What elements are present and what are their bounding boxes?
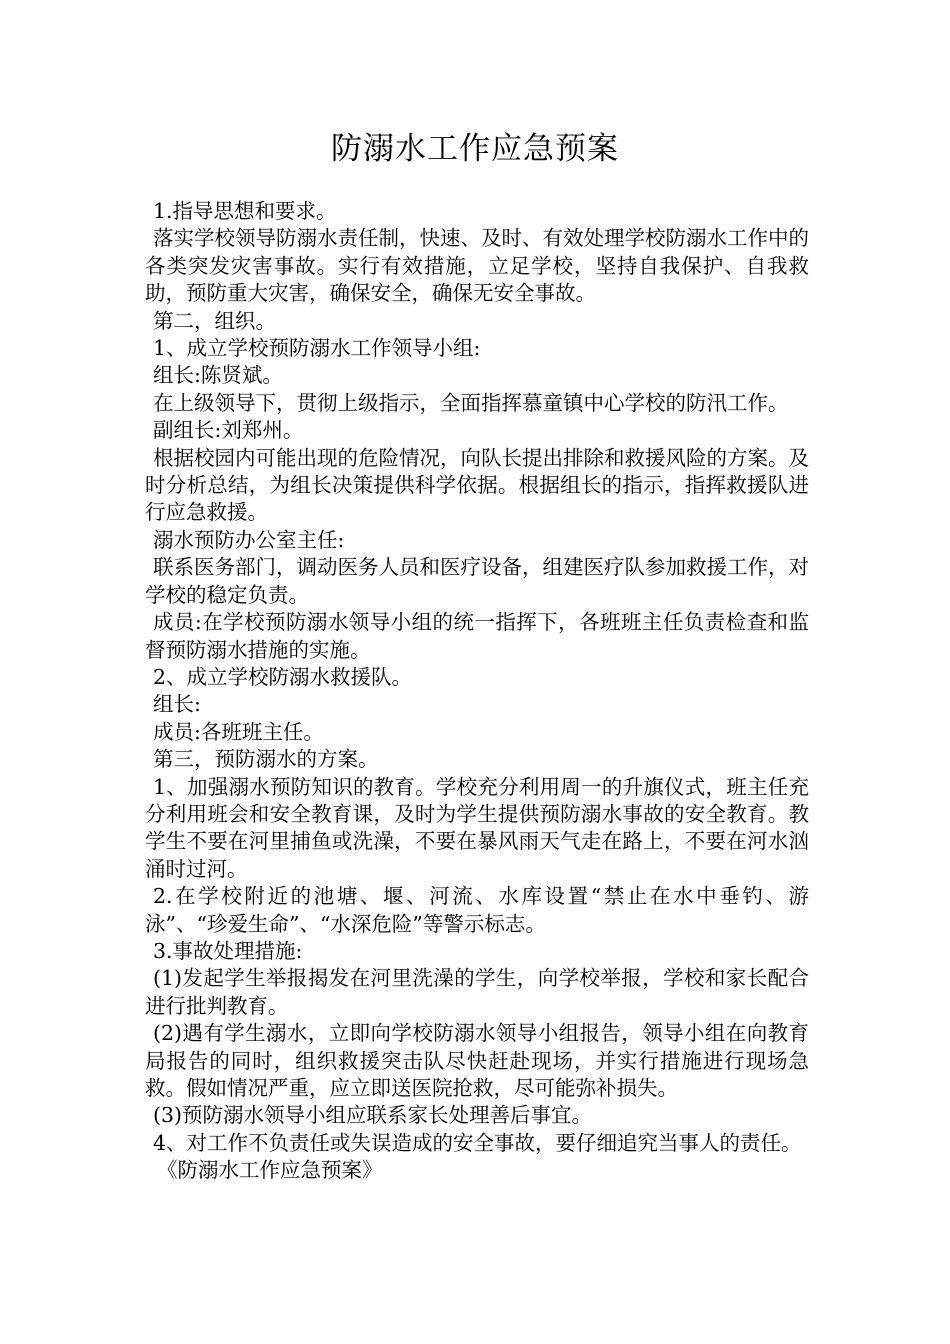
deputy-leader-duty: 根据校园内可能出现的危险情况，向队长提出排除和救援风险的方案。及时分析总结，为组长决策提供科学依据。根据组长的指示，指挥救援队进行应急救援。: [145, 445, 809, 525]
accident-measures-heading: 3.事故处理措施:: [153, 938, 303, 963]
warning-signs: 2.在学校附近的池塘、堰、河流、水库设置“禁止在水中垂钓、游泳”、“珍爱生命”、“水深危险”等警示标志。: [145, 884, 809, 936]
paragraph-responsibility: 落实学校领导防溺水责任制，快速、及时、有效处理学校防溺水工作中的各类突发灾害事故。实行有效措施，立足学校，坚持自我保护、自我救助，预防重大灾害，确保安全，确保无安全事故。: [145, 226, 809, 306]
members-duty: 成员:在学校预防溺水领导小组的统一指挥下，各班班主任负责检查和监督预防溺水措施的实施。: [145, 610, 809, 662]
section-heading-guiding-principles: 1.指导思想和要求。: [153, 199, 337, 223]
section-heading-prevention-plan: 第三，预防溺水的方案。: [153, 747, 379, 772]
rescue-leader-line: 组长:: [153, 692, 201, 717]
document-body: [145, 198, 809, 1185]
office-director-line: 溺水预防办公室主任:: [153, 527, 345, 552]
measure-3: (3)预防溺水领导小组应联系家长处理善后事宜。: [153, 1103, 593, 1128]
closing-title: 《防溺水工作应急预案》: [157, 1158, 383, 1183]
document-title: 防溺水工作应急预案: [331, 131, 619, 167]
measure-1: (1)发起学生举报揭发在河里洗澡的学生，向学校举报，学校和家长配合进行批判教育。: [145, 966, 809, 1018]
section-heading-organization: 第二，组织。: [153, 308, 276, 333]
group-leader-line: 组长:陈贤斌。: [153, 363, 283, 388]
office-director-duty: 联系医务部门，调动医务人员和医疗设备，组建医疗队参加救援工作，对学校的稳定负责。: [145, 555, 809, 607]
measure-2: (2)遇有学生溺水，立即向学校防溺水领导小组报告，领导小组在向教育局报告的同时，组织救援突击队尽快赶赴现场，并实行措施进行现场急救。假如情况严重，应立即送医院抢救，尽可能弥补损失。: [145, 1021, 809, 1100]
prevention-education: 1、加强溺水预防知识的教育。学校充分利用周一的升旗仪式，班主任充分利用班会和安全教育课，及时为学生提供预防溺水事故的安全教育。教学生不要在河里捕鱼或洗澡，不要在暴风雨天气走在路上，不要在河水汹涌时过河。: [145, 774, 809, 881]
rescue-members-line: 成员:各班班主任。: [153, 719, 324, 744]
subsection-leading-group: 1、成立学校预防溺水工作领导小组:: [153, 336, 481, 361]
group-leader-duty: 在上级领导下，贯彻上级指示，全面指挥慕童镇中心学校的防汛工作。: [153, 390, 789, 415]
subsection-rescue-team: 2、成立学校防溺水救援队。: [153, 664, 413, 689]
accountability: 4、对工作不负责任或失误造成的安全事故，要仔细追究当事人的责任。: [153, 1130, 802, 1155]
deputy-leader-line: 副组长:刘郑州。: [153, 418, 304, 443]
